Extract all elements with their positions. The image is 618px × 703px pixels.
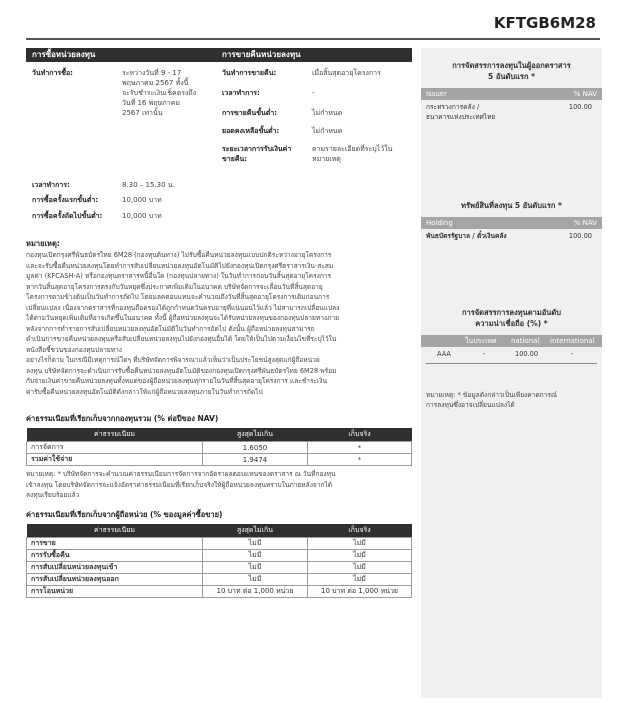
remark-title: หมายเหตุ: xyxy=(26,239,60,248)
fee-max: ไม่มี xyxy=(203,537,308,549)
table-row xyxy=(27,561,412,573)
sub-date-value xyxy=(122,68,214,118)
red-min-value: ไม่กำหนด xyxy=(312,109,343,117)
table-row xyxy=(27,454,412,466)
fund-fees-note-line: เข้าลงทุน โดยบริษัทจัดการจะแจ้งอัตราค่าธรรมเนียมที่เรียกเก็บจริงให้ผู้ถือหน่วยลงทุนทราบในภายหลังจากได้ xyxy=(26,480,333,489)
national-col-header: national xyxy=(511,337,540,345)
issuer-nav-value: 100.00 xyxy=(568,103,592,111)
fund-fees-note-line: ลงทุนเรียบร้อยแล้ว xyxy=(26,491,80,499)
fee-max: 1.9474 xyxy=(203,454,308,466)
remark-line: เปลี่ยนแปลง เนื่องจากตราสารที่กองทุนถือครองได้ถูกกำหนดวันครบอายุที่แน่นอนไว้แล้ว ไม่สามารถเปลี่ยนแปลง xyxy=(26,303,340,312)
red-period-value xyxy=(312,144,392,164)
rating-label: AAA xyxy=(437,350,451,358)
right-note-line: การลงทุนซึ่งอาจเปลี่ยนแปลงได้ xyxy=(426,401,515,409)
list-item xyxy=(421,347,602,363)
remark-line: หากวันสิ้นสุดอายุโครงการตรงกับวันหยุดซึ่งประกาศเพิ่มเติมในอนาคต บริษัทจัดการจะเลื่อนวันที่สิ้นสุดอายุ xyxy=(26,282,323,291)
remark-line: โครงการตามข้างต้นเป็นวันทำการถัดไป โดยมลคตอบแทนจะคำนวณถึงวันที่สิ้นสุดอายุโครงการเดิมก่อนการ xyxy=(26,293,330,301)
remark-line: หนังสือชี้ชวนของกองทุนปลายทาง xyxy=(26,345,122,354)
red-date-value: เมื่อสิ้นสุดอายุโครงการ xyxy=(312,69,381,77)
top-holdings-header xyxy=(421,217,602,229)
fee-name: การสับเปลี่ยนหน่วยลงทุนออก xyxy=(27,573,203,585)
red-balance-label: ยอดคงเหลือขั้นต่ำ: xyxy=(222,127,280,135)
fee-max: 10 บาท ต่อ 1,000 หน่วย xyxy=(203,585,308,597)
fee-name: การโอนหน่วย xyxy=(27,585,203,597)
sub-min-first-value: 10,000 บาท xyxy=(122,196,162,204)
fund-fees-table xyxy=(26,428,412,466)
table-row xyxy=(27,537,412,549)
fee-actual: * xyxy=(308,454,412,466)
table-row xyxy=(27,549,412,561)
rating-domestic-value: - xyxy=(483,350,486,358)
sub-min-next-label: การซื้อครั้งถัดไปขั้นต่ำ: xyxy=(32,212,103,220)
sub-min-next-value: 10,000 บาท xyxy=(122,212,162,220)
sub-date-line: วันที่ 16 พฤษภาคม xyxy=(122,99,180,107)
issuer-col-header: Issuer xyxy=(426,90,447,98)
fee-name: การสับเปลี่ยนหน่วยลงทุนเข้า xyxy=(27,561,203,573)
col-header: เก็บจริง xyxy=(308,524,412,538)
list-item xyxy=(421,100,602,124)
sub-min-first-label: การซื้อครั้งแรกขั้นต่ำ: xyxy=(32,196,99,204)
sub-date-label: วันทำการซื้อ: xyxy=(32,69,73,77)
domestic-col-header: ในประเทศ xyxy=(465,337,497,345)
sub-time-value: 8.30 – 15.30 น. xyxy=(122,181,175,189)
fee-actual: * xyxy=(308,442,412,454)
fee-name: การจัดการ xyxy=(27,442,203,454)
fund-fees-note xyxy=(26,469,412,501)
issuer-name-line: ธนาคารแห่งประเทศไทย xyxy=(426,113,496,121)
top-issuers-title xyxy=(421,60,602,82)
issuer-name-line: กระทรวงการคลัง / xyxy=(426,103,480,111)
col-header: สูงสุดไม่เกิน xyxy=(203,524,308,538)
buy-sell-section xyxy=(26,62,412,232)
red-balance-value: ไม่กำหนด xyxy=(312,127,343,135)
fee-actual: ไม่มี xyxy=(308,537,412,549)
red-min-label: การขายคืนขั้นต่ำ: xyxy=(222,109,278,117)
fee-name: รวมค่าใช้จ่าย xyxy=(27,454,203,466)
rating-international-value: - xyxy=(571,350,574,358)
red-date-label: วันทำการขายคืน: xyxy=(222,69,277,77)
credit-rating-title-line: ความน่าเชื่อถือ (%) * xyxy=(475,319,548,328)
top-issuers-title-line: การจัดสรรการลงทุนในผู้ออกตราสาร xyxy=(452,61,571,70)
list-item xyxy=(421,229,602,243)
holding-nav-value: 100.00 xyxy=(568,232,592,240)
remark-line: กับจ่ายเงินค่าขายคืนหน่วยลงทุนทั้งหมดของผู้ถือหน่วยลงทุนทุกรายในวันที่สิ้นสุดอายุโครงการ และชำระเงิน xyxy=(26,377,328,385)
holding-name: พันธบัตรรัฐบาล / ตั๋วเงินคลัง xyxy=(426,232,507,240)
fee-name: การขาย xyxy=(27,537,203,549)
remark-line: อย่างไรก็ตาม ในกรณีมีเหตุการณ์ใดๆ ที่บริษัทจัดการพิจารณาแล้วเห็นว่าเป็นประโยชน์สูงสุดแก่ผู้ถือหน่วย xyxy=(26,356,320,364)
top-issuers-title-line: 5 อันดับแรก * xyxy=(487,72,536,81)
sub-date-line: ระหว่างวันที่ 9 - 17 xyxy=(122,69,182,77)
red-period-label xyxy=(222,144,291,164)
fee-actual: ไม่มี xyxy=(308,549,412,561)
remark-line: หลังจากการทำรายการสับเปลี่ยนหน่วยลงทุนอัตโนมัติในวันทำการถัดไป ดังนั้น ผู้ถือหน่วยลงทุนสามารถ xyxy=(26,324,315,333)
col-header: สูงสุดไม่เกิน xyxy=(203,428,308,442)
fee-max: ไม่มี xyxy=(203,561,308,573)
red-time-value: - xyxy=(312,89,315,97)
remark-paragraph-1 xyxy=(26,250,412,355)
table-row xyxy=(27,585,412,597)
holding-col-header: Holding xyxy=(426,219,453,227)
fee-max: ไม่มี xyxy=(203,549,308,561)
red-period-label-line: ระยะเวลาการรับเงินค่า xyxy=(222,145,292,153)
remark-paragraph-2 xyxy=(26,355,412,397)
nav-col-header: % NAV xyxy=(573,219,597,227)
sub-date-line: จะรับชำระเงินเช็คตรงถึง xyxy=(122,89,197,97)
credit-rating-header xyxy=(421,335,602,347)
header-rule xyxy=(26,38,600,40)
fund-fees-note-line: หมายเหตุ: * บริษัทจัดการจะคำนวณค่าธรรมเนียมการจัดการจากอัตราผลตอบแทนของตราสาร ณ วันที่กองทุน xyxy=(26,470,336,478)
table-row xyxy=(27,442,412,454)
credit-rating-title-line: การจัดสรรการลงทุนตามอันดับ xyxy=(461,308,562,317)
buy-sell-header-bar xyxy=(26,48,412,62)
col-header: เก็บจริง xyxy=(308,428,412,442)
fee-max: 1.6050 xyxy=(203,442,308,454)
table-header-row xyxy=(27,428,412,442)
red-period-label-line: ขายคืน: xyxy=(222,155,248,163)
top-holdings-title: ทรัพย์สินที่ลงทุน 5 อันดับแรก * xyxy=(461,201,562,210)
right-panel xyxy=(421,48,602,698)
fee-actual: 10 บาท ต่อ 1,000 หน่วย xyxy=(308,585,412,597)
remark-line: ดำเนินการขายคืนหน่วยลงทุนหรือสับเปลี่ยนหน่วยลงทุนไปยังกองทุนอื่นได้ โดยให้เป็นไปตามเงื่อนไขที่ระบุไว้ใน xyxy=(26,335,337,343)
fund-code: KFTGB6M28 xyxy=(493,14,596,32)
credit-rating-title xyxy=(421,307,602,329)
rating-national-value: 100.00 xyxy=(515,350,539,358)
fee-actual: ไม่มี xyxy=(308,573,412,585)
right-note-line: หมายเหตุ: * ข้อมูลดังกล่าวเป็นเพียงคาดการณ์ xyxy=(426,391,558,399)
col-header: ค่าธรรมเนียม xyxy=(27,428,203,442)
left-column xyxy=(26,48,412,598)
fee-max: ไม่มี xyxy=(203,573,308,585)
fund-fees-title: ค่าธรรมเนียมที่เรียกเก็บจากกองทุนรวม (% ต่อปีของ NAV) xyxy=(26,414,219,423)
nav-col-header: % NAV xyxy=(573,90,597,98)
remark-line: ได้ตามวันหยุดเพิ่มเติมที่อาจเกิดขึ้นในอนาคต ทั้งนี้ ผู้ถือหน่วยลงทุนจะได้รับหน่วยลงทุนของกองทุนปลายทางภาย xyxy=(26,314,340,322)
fee-actual: ไม่มี xyxy=(308,561,412,573)
red-period-value-line: ตามรายละเอียดที่ระบุไว้ใน xyxy=(312,145,393,153)
remark-line: มูลค่า (KFCASH-A) หรือกองทุนตราสารหนี้อื่นใด (กองทุนปลายทาง) ในวันทำการก่อนวันสิ้นสุดอายุโครงการ xyxy=(26,272,332,280)
red-period-value-line: หมายเหตุ xyxy=(312,155,341,163)
remark-line: และจะรับซื้อคืนหน่วยลงทุนโดยทำการสับเปลี่ยนหน่วยลงทุนอัตโนมัติไปยังกองทุนเปิดกรุงศรีตราสารเงิน-สะสม xyxy=(26,261,334,270)
sub-time-label: เวลาทำการ: xyxy=(32,181,70,189)
right-note xyxy=(421,390,602,410)
table-header-row xyxy=(27,524,412,538)
holder-fees-title: ค่าธรรมเนียมที่เรียกเก็บจากผู้ถือหน่วย (% ของมูลค่าซื้อขาย) xyxy=(26,509,223,519)
col-header: ค่าธรรมเนียม xyxy=(27,524,203,538)
sub-date-line: พฤษภาคม 2567 ทั้งนี้ xyxy=(122,79,189,87)
fee-name: การรับซื้อคืน xyxy=(27,549,203,561)
international-col-header: international xyxy=(550,337,595,345)
redemption-header: การขายคืนหน่วยลงทุน xyxy=(222,50,301,59)
remark-line: กองทุนเปิดกรุงศรีพันธบัตรไทย 6M28 (กองทุนต้นทาง) ไม่รับซื้อคืนหน่วยลงทุนแบบปกติระหว่างอายุโครงการ xyxy=(26,251,332,259)
remark-line: ค่ารับซื้อคืนหน่วยลงทุนอัตโนมัติดังกล่าวให้แก่ผู้ถือหน่วยลงทุนภายในวันทำการถัดไป xyxy=(26,387,263,396)
remark-line: ลงทุน บริษัทจัดการจะดำเนินการรับซื้อคืนหน่วยลงทุนอัตโนมัติของกองทุนเปิดกรุงศรีพันธบัตรไทย 6M28 พร้อม xyxy=(26,366,337,375)
sub-date-line: 2567 เท่านั้น xyxy=(122,109,163,117)
table-row xyxy=(27,573,412,585)
red-time-label: เวลาทำการ: xyxy=(222,89,260,97)
top-issuers-header xyxy=(421,88,602,100)
subscription-header: การซื้อหน่วยลงทุน xyxy=(32,50,96,59)
holder-fees-table xyxy=(26,524,412,598)
